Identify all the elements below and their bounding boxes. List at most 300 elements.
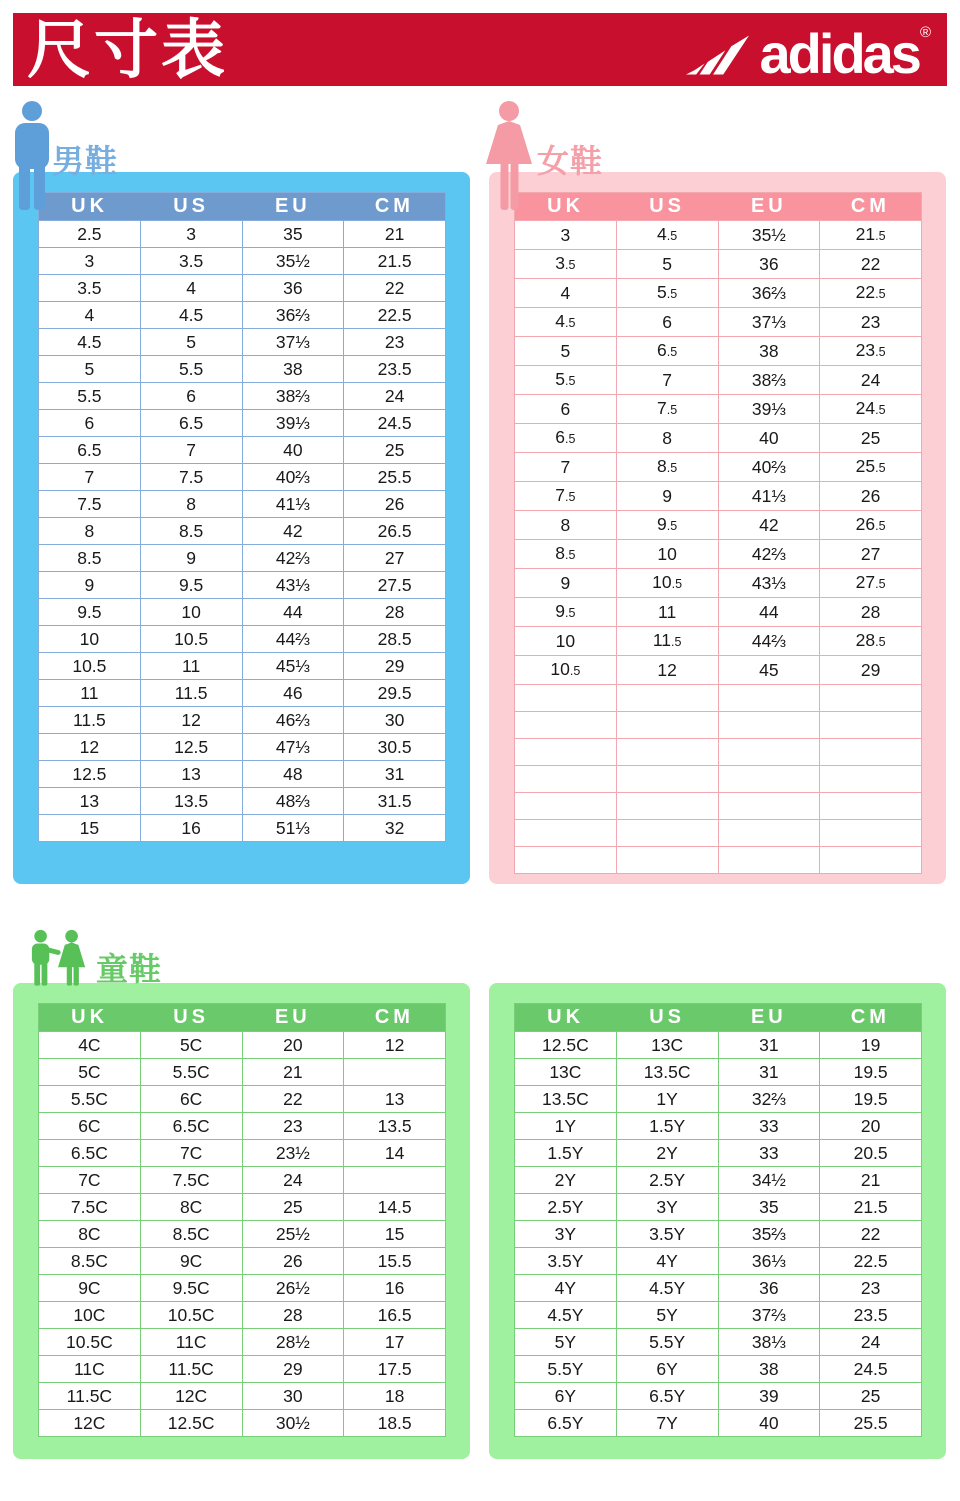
- size-cell: 24.5: [820, 395, 922, 424]
- adidas-logo: [686, 22, 931, 85]
- size-cell: 25: [344, 437, 446, 464]
- size-row: [39, 1275, 446, 1302]
- size-cell: 20: [242, 1032, 344, 1059]
- size-cell: 31: [718, 1059, 820, 1086]
- size-row: [515, 1167, 922, 1194]
- size-cell: 6Y: [515, 1383, 617, 1410]
- size-cell: 1.5Y: [616, 1113, 718, 1140]
- size-cell: 5.5C: [140, 1059, 242, 1086]
- column-header-cm: CM: [820, 193, 922, 221]
- size-cell: [515, 793, 617, 820]
- size-cell: 6C: [140, 1086, 242, 1113]
- size-cell: 32⅔: [718, 1086, 820, 1113]
- size-cell: 6Y: [616, 1356, 718, 1383]
- size-cell: 12.5: [39, 761, 141, 788]
- size-cell: 30: [242, 1383, 344, 1410]
- size-row: [515, 1383, 922, 1410]
- column-header-eu: EU: [242, 193, 344, 221]
- size-cell: 28½: [242, 1329, 344, 1356]
- size-cell: 51⅓: [242, 815, 344, 842]
- size-row: [515, 1194, 922, 1221]
- size-cell: 25.5: [820, 453, 922, 482]
- size-row: [39, 1329, 446, 1356]
- size-cell: 26: [344, 491, 446, 518]
- size-cell: 17.5: [344, 1356, 446, 1383]
- size-cell: [718, 739, 820, 766]
- size-row: [39, 221, 446, 248]
- size-cell: 42⅔: [718, 540, 820, 569]
- size-cell: 16.5: [344, 1302, 446, 1329]
- size-cell: 31: [718, 1032, 820, 1059]
- size-row: [515, 656, 922, 685]
- size-row: [515, 366, 922, 395]
- size-cell: 8: [39, 518, 141, 545]
- size-cell: 13: [140, 761, 242, 788]
- size-cell: 22.5: [820, 279, 922, 308]
- size-cell: 35: [242, 221, 344, 248]
- size-cell: 25: [242, 1194, 344, 1221]
- size-cell: 11.5: [616, 627, 718, 656]
- size-cell: 24.5: [820, 1356, 922, 1383]
- size-cell: 47⅓: [242, 734, 344, 761]
- size-cell: 3.5Y: [515, 1248, 617, 1275]
- size-row: [39, 1032, 446, 1059]
- size-cell: 7.5C: [140, 1167, 242, 1194]
- column-header-uk: UK: [515, 193, 617, 221]
- size-cell: 4.5: [515, 308, 617, 337]
- size-cell: 7.5C: [39, 1194, 141, 1221]
- size-row: [515, 766, 922, 793]
- size-cell: 31.5: [344, 788, 446, 815]
- size-cell: 13.5: [140, 788, 242, 815]
- size-cell: [718, 712, 820, 739]
- size-cell: 36: [718, 1275, 820, 1302]
- size-cell: 46: [242, 680, 344, 707]
- size-cell: 21: [242, 1059, 344, 1086]
- size-cell: 39⅓: [242, 410, 344, 437]
- section-label-men: 男鞋: [52, 143, 119, 179]
- size-cell: 6.5: [616, 337, 718, 366]
- header-row: [39, 1004, 446, 1032]
- size-cell: 1.5Y: [515, 1140, 617, 1167]
- size-cell: 4.5Y: [616, 1275, 718, 1302]
- size-cell: 21: [344, 221, 446, 248]
- size-cell: 28: [820, 598, 922, 627]
- size-cell: 28.5: [344, 626, 446, 653]
- size-cell: 7Y: [616, 1410, 718, 1437]
- size-cell: 25.5: [820, 1410, 922, 1437]
- size-cell: [344, 1167, 446, 1194]
- size-cell: 44: [718, 598, 820, 627]
- size-cell: 5.5: [515, 366, 617, 395]
- size-cell: 10.5: [616, 569, 718, 598]
- size-cell: 24: [344, 383, 446, 410]
- size-cell: [616, 739, 718, 766]
- size-cell: 4Y: [515, 1275, 617, 1302]
- size-row: [515, 308, 922, 337]
- size-cell: 22: [344, 275, 446, 302]
- size-cell: 11: [39, 680, 141, 707]
- size-cell: 14: [344, 1140, 446, 1167]
- column-header-uk: UK: [515, 1004, 617, 1032]
- size-cell: 25: [820, 1383, 922, 1410]
- size-cell: 15.5: [344, 1248, 446, 1275]
- size-cell: 7: [515, 453, 617, 482]
- women-table-panel: [489, 172, 946, 884]
- size-cell: 28: [242, 1302, 344, 1329]
- size-cell: 10: [616, 540, 718, 569]
- size-cell: 44⅔: [242, 626, 344, 653]
- size-row: [515, 569, 922, 598]
- size-cell: 6.5Y: [616, 1383, 718, 1410]
- size-cell: 33: [718, 1140, 820, 1167]
- size-row: [39, 491, 446, 518]
- men-table-panel: [13, 172, 470, 884]
- size-row: [515, 221, 922, 250]
- size-cell: 48: [242, 761, 344, 788]
- size-cell: 5Y: [616, 1302, 718, 1329]
- size-cell: 5.5: [39, 383, 141, 410]
- size-row: [515, 820, 922, 847]
- size-cell: 23: [820, 1275, 922, 1302]
- size-row: [39, 815, 446, 842]
- size-row: [515, 847, 922, 874]
- size-cell: 7.5: [616, 395, 718, 424]
- size-row: [39, 1167, 446, 1194]
- size-cell: 7: [616, 366, 718, 395]
- size-cell: [616, 712, 718, 739]
- size-cell: 11C: [140, 1329, 242, 1356]
- size-cell: 7C: [140, 1140, 242, 1167]
- size-cell: 12: [344, 1032, 446, 1059]
- size-cell: 19: [820, 1032, 922, 1059]
- size-cell: [515, 766, 617, 793]
- kids-size-table-right: [514, 1003, 922, 1437]
- size-cell: 6: [140, 383, 242, 410]
- size-row: [39, 734, 446, 761]
- size-cell: 8C: [39, 1221, 141, 1248]
- size-row: [39, 248, 446, 275]
- size-cell: 15: [39, 815, 141, 842]
- size-cell: 24: [820, 1329, 922, 1356]
- section-label-kids: 童鞋: [96, 951, 163, 987]
- size-row: [515, 1248, 922, 1275]
- size-cell: 11C: [39, 1356, 141, 1383]
- size-cell: 44: [242, 599, 344, 626]
- size-cell: 21.5: [344, 248, 446, 275]
- size-cell: 26.5: [820, 511, 922, 540]
- size-cell: 4: [39, 302, 141, 329]
- size-cell: [820, 793, 922, 820]
- size-cell: 22: [820, 250, 922, 279]
- adidas-stripes-icon: [686, 35, 752, 75]
- size-row: [39, 788, 446, 815]
- size-cell: 18: [344, 1383, 446, 1410]
- size-cell: 8.5C: [39, 1248, 141, 1275]
- size-cell: 38⅔: [718, 366, 820, 395]
- size-cell: 8.5: [39, 545, 141, 572]
- size-cell: 9C: [140, 1248, 242, 1275]
- size-cell: 35½: [242, 248, 344, 275]
- size-cell: 13C: [515, 1059, 617, 1086]
- size-cell: 26½: [242, 1275, 344, 1302]
- size-cell: 10.5C: [140, 1302, 242, 1329]
- size-cell: 4: [515, 279, 617, 308]
- size-cell: 15: [344, 1221, 446, 1248]
- size-cell: 11.5C: [39, 1383, 141, 1410]
- woman-icon: [486, 100, 532, 210]
- size-cell: 7.5: [39, 491, 141, 518]
- size-cell: 9: [616, 482, 718, 511]
- size-cell: [515, 820, 617, 847]
- column-header-eu: EU: [718, 1004, 820, 1032]
- size-row: [39, 572, 446, 599]
- size-row: [515, 540, 922, 569]
- size-cell: 2.5: [39, 221, 141, 248]
- header-row: [39, 193, 446, 221]
- size-cell: 38: [718, 1356, 820, 1383]
- size-row: [39, 410, 446, 437]
- size-cell: 13.5C: [616, 1059, 718, 1086]
- size-row: [515, 627, 922, 656]
- size-cell: 25: [820, 424, 922, 453]
- size-cell: 4.5: [140, 302, 242, 329]
- size-cell: 37⅔: [718, 1302, 820, 1329]
- size-row: [39, 1059, 446, 1086]
- size-row: [39, 383, 446, 410]
- size-row: [39, 275, 446, 302]
- size-cell: 1Y: [616, 1086, 718, 1113]
- size-cell: 31: [344, 761, 446, 788]
- size-cell: 24: [242, 1167, 344, 1194]
- size-cell: 12.5: [140, 734, 242, 761]
- men-size-table: [38, 192, 446, 842]
- size-row: [515, 424, 922, 453]
- size-cell: 10.5: [140, 626, 242, 653]
- size-row: [39, 518, 446, 545]
- size-cell: 27: [820, 540, 922, 569]
- size-cell: 16: [344, 1275, 446, 1302]
- size-cell: 42⅔: [242, 545, 344, 572]
- size-row: [39, 356, 446, 383]
- size-cell: 20: [820, 1113, 922, 1140]
- size-cell: 2.5Y: [515, 1194, 617, 1221]
- size-cell: 5C: [140, 1032, 242, 1059]
- size-cell: 38: [718, 337, 820, 366]
- size-cell: [718, 820, 820, 847]
- size-cell: 5: [39, 356, 141, 383]
- size-row: [39, 680, 446, 707]
- size-row: [515, 1113, 922, 1140]
- size-cell: 28.5: [820, 627, 922, 656]
- size-row: [39, 545, 446, 572]
- size-row: [515, 685, 922, 712]
- column-header-eu: EU: [242, 1004, 344, 1032]
- size-row: [515, 1086, 922, 1113]
- size-cell: 9.5: [616, 511, 718, 540]
- size-cell: 42: [718, 511, 820, 540]
- size-row: [39, 1302, 446, 1329]
- size-cell: 9C: [39, 1275, 141, 1302]
- size-row: [515, 712, 922, 739]
- size-cell: 24.5: [344, 410, 446, 437]
- size-row: [515, 1221, 922, 1248]
- size-cell: 27: [344, 545, 446, 572]
- size-cell: 5Y: [515, 1329, 617, 1356]
- size-cell: 6.5: [140, 410, 242, 437]
- size-cell: 40: [718, 1410, 820, 1437]
- size-cell: 19.5: [820, 1086, 922, 1113]
- size-cell: 8.5: [616, 453, 718, 482]
- size-cell: 45: [718, 656, 820, 685]
- size-cell: 7C: [39, 1167, 141, 1194]
- size-cell: [718, 793, 820, 820]
- size-cell: 1Y: [515, 1113, 617, 1140]
- size-row: [39, 761, 446, 788]
- size-row: [39, 653, 446, 680]
- column-header-us: US: [616, 193, 718, 221]
- size-cell: 11.5C: [140, 1356, 242, 1383]
- size-cell: 5.5Y: [616, 1329, 718, 1356]
- size-cell: 12: [140, 707, 242, 734]
- size-cell: 22: [242, 1086, 344, 1113]
- size-cell: 3.5: [140, 248, 242, 275]
- size-row: [39, 599, 446, 626]
- size-cell: 8.5: [515, 540, 617, 569]
- size-cell: 36⅔: [242, 302, 344, 329]
- size-cell: 23.5: [820, 337, 922, 366]
- size-cell: 9: [140, 545, 242, 572]
- size-cell: 6: [616, 308, 718, 337]
- size-cell: 2Y: [616, 1140, 718, 1167]
- size-cell: 12.5C: [140, 1410, 242, 1437]
- size-cell: 11: [140, 653, 242, 680]
- size-cell: 11.5: [140, 680, 242, 707]
- size-cell: 5C: [39, 1059, 141, 1086]
- size-row: [39, 329, 446, 356]
- size-cell: 8.5: [140, 518, 242, 545]
- size-cell: 23: [820, 308, 922, 337]
- size-cell: 40: [718, 424, 820, 453]
- size-cell: 22.5: [344, 302, 446, 329]
- size-cell: 23.5: [820, 1302, 922, 1329]
- size-cell: [616, 766, 718, 793]
- size-row: [515, 1329, 922, 1356]
- size-cell: 21.5: [820, 1194, 922, 1221]
- size-row: [39, 1113, 446, 1140]
- size-cell: 10.5C: [39, 1329, 141, 1356]
- size-cell: [616, 820, 718, 847]
- size-cell: 39⅓: [718, 395, 820, 424]
- size-cell: [515, 847, 617, 874]
- size-cell: 10: [140, 599, 242, 626]
- size-cell: 4.5Y: [515, 1302, 617, 1329]
- size-cell: 45⅓: [242, 653, 344, 680]
- size-cell: 23½: [242, 1140, 344, 1167]
- size-cell: [515, 739, 617, 766]
- size-cell: 10.5: [515, 656, 617, 685]
- size-row: [515, 1410, 922, 1437]
- size-cell: 10C: [39, 1302, 141, 1329]
- size-cell: 7.5: [515, 482, 617, 511]
- man-icon: [12, 100, 52, 210]
- size-cell: 11.5: [39, 707, 141, 734]
- size-cell: 29: [820, 656, 922, 685]
- size-cell: 3Y: [616, 1194, 718, 1221]
- size-cell: 8.5C: [140, 1221, 242, 1248]
- size-cell: [820, 847, 922, 874]
- size-row: [515, 1032, 922, 1059]
- column-header-us: US: [140, 1004, 242, 1032]
- size-cell: 9.5C: [140, 1275, 242, 1302]
- column-header-uk: UK: [39, 1004, 141, 1032]
- size-cell: 35½: [718, 221, 820, 250]
- size-cell: 21.5: [820, 221, 922, 250]
- size-cell: 6.5: [39, 437, 141, 464]
- size-cell: 5: [616, 250, 718, 279]
- size-cell: 4.5: [616, 221, 718, 250]
- size-cell: [718, 847, 820, 874]
- kids-icon: [28, 929, 90, 986]
- size-cell: 14.5: [344, 1194, 446, 1221]
- header-row: [515, 1004, 922, 1032]
- size-cell: 10: [515, 627, 617, 656]
- page-banner: [13, 13, 947, 86]
- size-cell: 26.5: [344, 518, 446, 545]
- size-cell: 3: [515, 221, 617, 250]
- size-row: [515, 1302, 922, 1329]
- size-cell: 3.5Y: [616, 1221, 718, 1248]
- size-cell: 10: [39, 626, 141, 653]
- kids-table-panel-right: [489, 983, 946, 1459]
- size-cell: 26: [820, 482, 922, 511]
- size-row: [515, 337, 922, 366]
- size-cell: 39: [718, 1383, 820, 1410]
- size-row: [515, 482, 922, 511]
- size-row: [515, 1140, 922, 1167]
- size-cell: [616, 685, 718, 712]
- size-cell: 8: [616, 424, 718, 453]
- size-cell: 16: [140, 815, 242, 842]
- size-row: [39, 626, 446, 653]
- size-cell: 25.5: [344, 464, 446, 491]
- size-cell: [820, 766, 922, 793]
- size-cell: 7.5: [140, 464, 242, 491]
- size-cell: 4.5: [39, 329, 141, 356]
- size-cell: 36⅔: [718, 279, 820, 308]
- column-header-cm: CM: [344, 1004, 446, 1032]
- size-cell: 10.5: [39, 653, 141, 680]
- column-header-uk: UK: [39, 193, 141, 221]
- size-cell: 6: [515, 395, 617, 424]
- size-cell: 5.5: [616, 279, 718, 308]
- size-row: [515, 1059, 922, 1086]
- size-cell: 3: [39, 248, 141, 275]
- column-header-us: US: [616, 1004, 718, 1032]
- size-row: [39, 1140, 446, 1167]
- header-row: [515, 193, 922, 221]
- size-cell: 23: [344, 329, 446, 356]
- size-cell: 6C: [39, 1113, 141, 1140]
- size-cell: 38: [242, 356, 344, 383]
- size-cell: 36⅓: [718, 1248, 820, 1275]
- size-cell: 43⅓: [718, 569, 820, 598]
- size-cell: 26: [242, 1248, 344, 1275]
- size-row: [515, 453, 922, 482]
- size-cell: 41⅓: [242, 491, 344, 518]
- registered-trademark-icon: ®: [919, 24, 931, 41]
- size-cell: [718, 685, 820, 712]
